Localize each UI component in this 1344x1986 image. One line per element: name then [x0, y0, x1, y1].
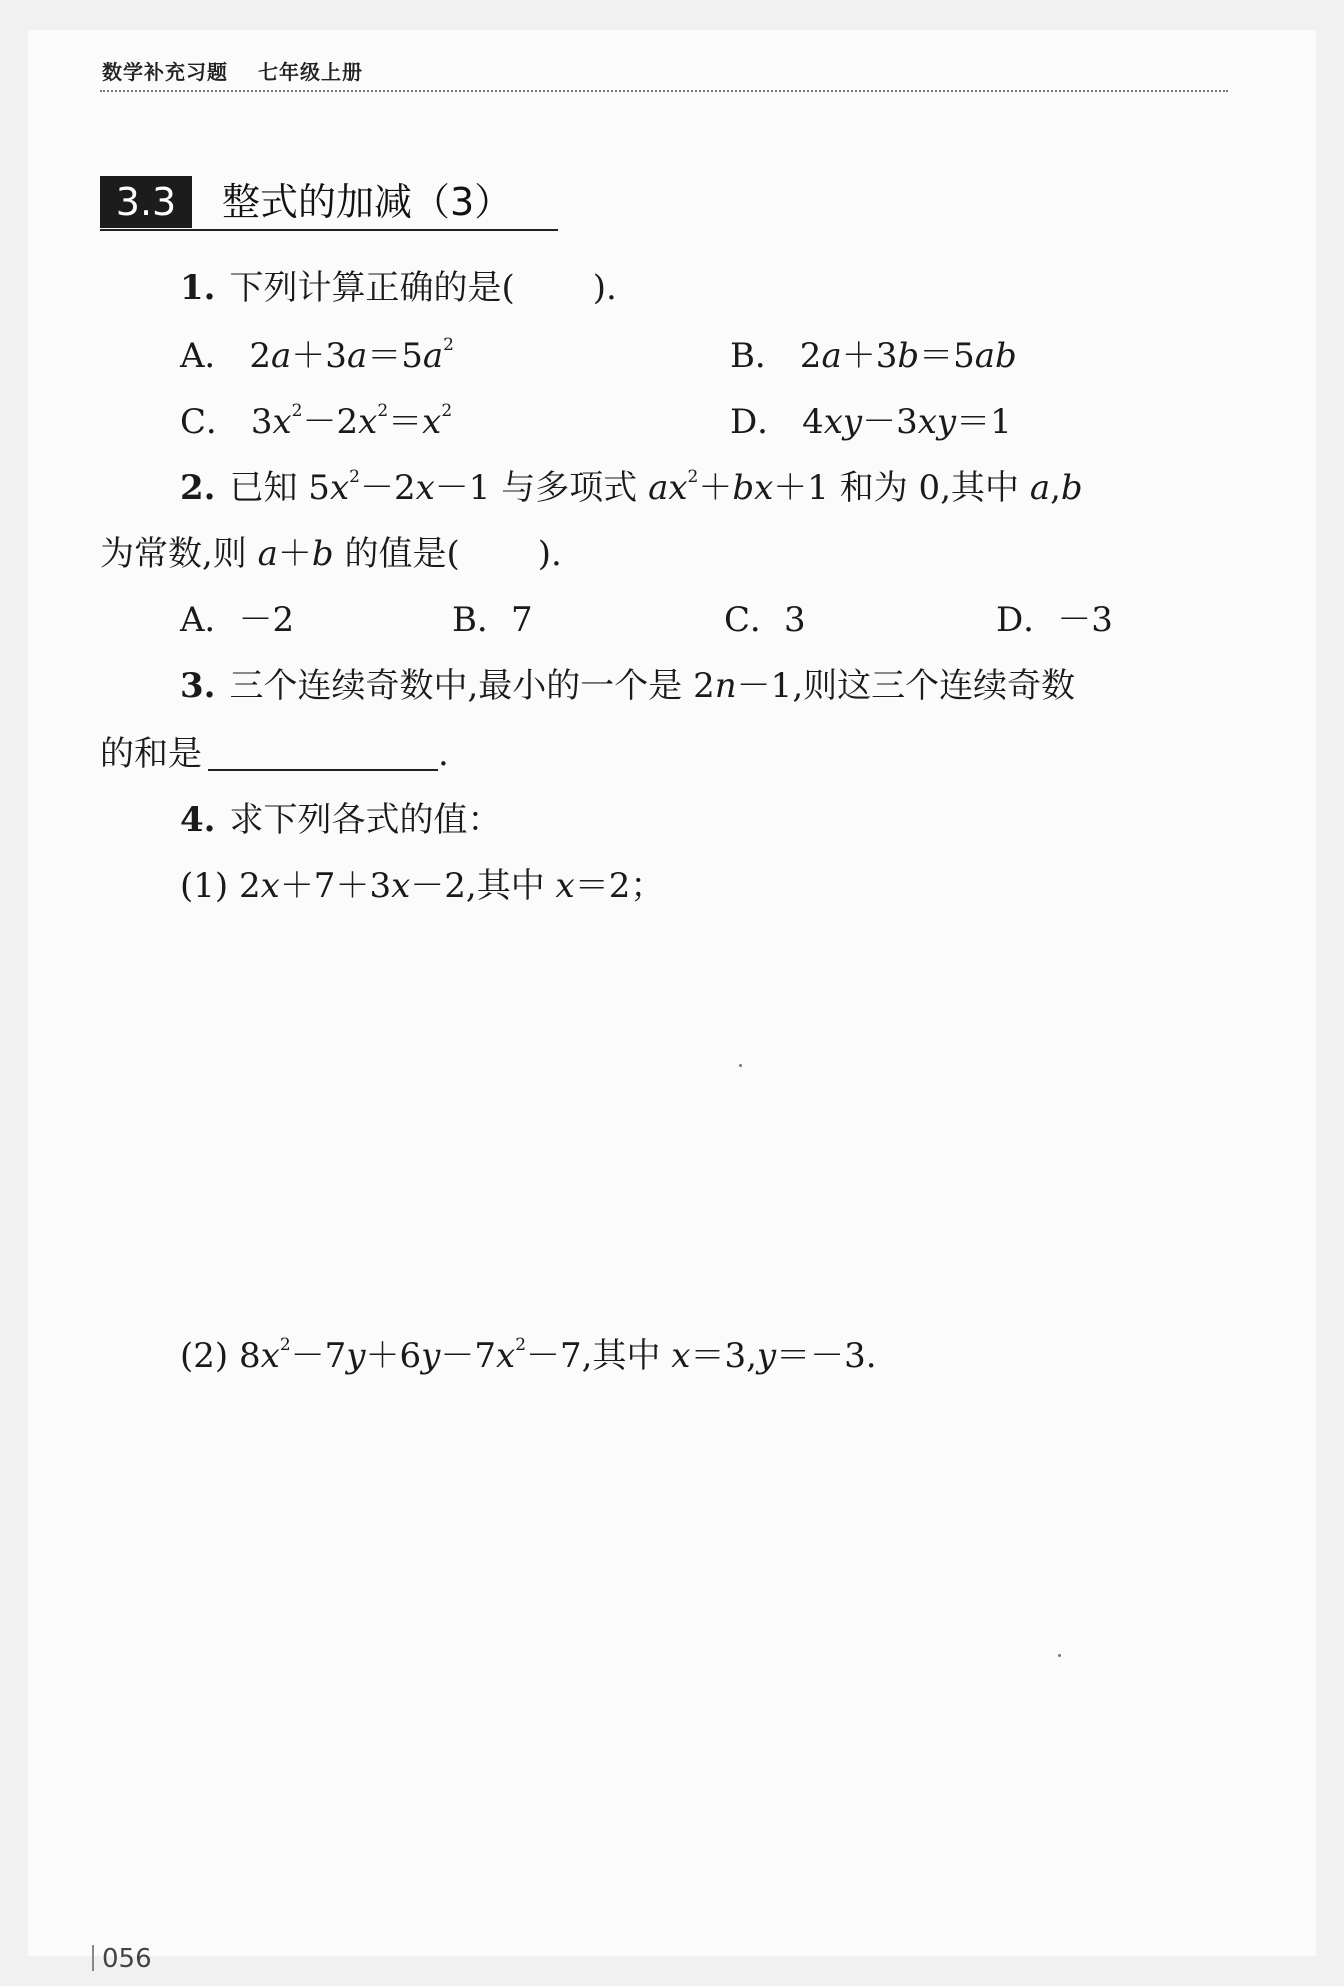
q2-option-d: D．－3 — [996, 600, 1113, 640]
q4-part2-label: (2) — [180, 1336, 229, 1376]
q4-part1-label: (1) — [180, 866, 229, 906]
q4-number: 4. — [180, 800, 216, 840]
book-title: 数学补充习题 — [102, 60, 228, 84]
page-footer — [92, 1944, 152, 1974]
scan-speck — [739, 1064, 742, 1067]
q4-text: 求下列各式的值： — [229, 800, 502, 840]
q1-option-b-label: B． — [730, 336, 789, 376]
running-header — [102, 56, 363, 85]
q3-text-1: 三个连续奇数中,最小的一个是 — [229, 666, 683, 706]
q1-option-a-label: A． — [180, 336, 239, 376]
q1-option-b: B． 2a＋3b＝5ab — [730, 336, 1017, 376]
q1-text-close: ). — [592, 268, 617, 308]
q2-number: 2. — [180, 468, 216, 508]
q2-text-1: 已知 — [229, 468, 298, 508]
q2-option-b: B．7 — [452, 600, 533, 640]
grade-label: 七年级上册 — [258, 60, 363, 84]
q2-text-5: 的值是( — [344, 534, 460, 574]
q3-stem-line2 — [100, 734, 449, 774]
section-number: 3.3 — [100, 176, 192, 228]
q1-option-d-label: D． — [730, 402, 792, 442]
q4-part1: (1) 2x＋7＋3x－2,其中 x＝2； — [180, 866, 665, 906]
page — [28, 30, 1316, 1956]
q4-part1-condition: ,其中 — [465, 866, 545, 906]
q1-option-a: A． $2a+3a=5a^2$ — [180, 335, 454, 376]
q4-stem — [180, 800, 502, 840]
q2-option-c: C．3 — [724, 600, 806, 640]
q4-part2-condition: ,其中 — [581, 1336, 661, 1376]
q2-option-a: A．－2 — [180, 600, 295, 640]
q3-text-4: . — [438, 734, 449, 774]
q3-number: 3. — [180, 666, 216, 706]
header-divider — [100, 90, 1228, 92]
q2-stem-line1: 2. 已知 $5x^2-2x-1$ 与多项式 $ax^2+bx+1$ 和为 0,其中 a,b — [180, 467, 1083, 508]
q3-text-3: 的和是 — [100, 734, 202, 774]
q3-answer-blank[interactable] — [208, 737, 438, 771]
q4-part2: (2) $8x^2-7y+6y-7x^2-7$,其中 x＝3,y＝－3. — [180, 1335, 877, 1376]
q2-text-4: 为常数,则 — [100, 534, 247, 574]
q2-text-2: 与多项式 — [501, 468, 638, 508]
q1-number: 1. — [180, 268, 216, 308]
q1-stem — [180, 268, 617, 308]
q3-text-2: ,则这三个连续奇数 — [792, 666, 1076, 706]
q1-option-c-label: C． — [180, 402, 241, 442]
q2-stem-line2: 为常数,则 a＋b 的值是( ). — [100, 534, 562, 574]
footer-bar — [92, 1945, 94, 1971]
q2-text-6: ). — [537, 534, 562, 574]
q3-stem-line1: 3. 三个连续奇数中,最小的一个是 2n－1,则这三个连续奇数 — [180, 666, 1076, 706]
section-title: 整式的加减（3） — [222, 180, 513, 224]
scan-speck — [1058, 1654, 1061, 1657]
page-number: 056 — [102, 1944, 152, 1974]
section-underline — [100, 229, 558, 231]
q1-option-d: D． 4xy－3xy＝1 — [730, 402, 1012, 442]
q1-text: 下列计算正确的是( — [229, 268, 515, 308]
q2-text-3: 和为 0,其中 — [839, 468, 1019, 508]
q1-option-c: C． $3x^2-2x^2=x^2$ — [180, 401, 453, 442]
